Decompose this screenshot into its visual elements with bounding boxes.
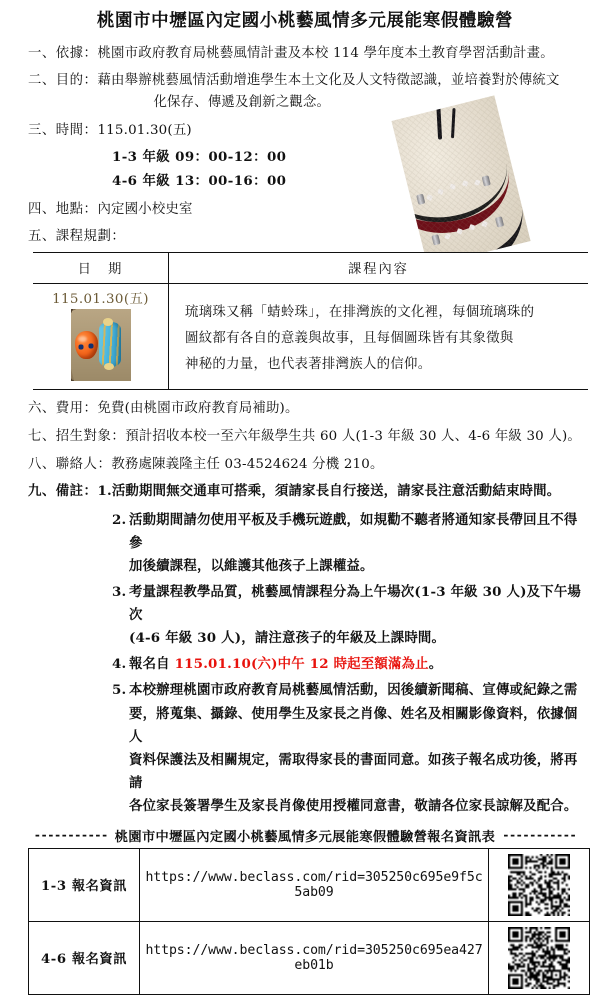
note-4-text [129, 653, 588, 676]
section-fee-marker: 六、費用： [28, 401, 98, 417]
note-4-line [129, 653, 588, 676]
section-fee-content: 免費(由桃園市政府教育局補助)。 [97, 401, 299, 417]
registration-heading [18, 826, 592, 845]
registration-table [28, 848, 590, 995]
registration-heading-text: 桃園市中壢區內定國小桃藝風情多元展能寒假體驗營報名資訊表 [114, 829, 496, 845]
notes-list [28, 509, 588, 818]
time-slot-grades-1-3: 1-3 年級 09：00-12：00 [112, 149, 287, 166]
blue-bead [99, 322, 121, 367]
section-contact [28, 454, 588, 476]
note-3 [112, 581, 588, 650]
note-2-text: 活動期間請勿使用平板及手機玩遊戲，如規勸不聽者將通知家長帶回且不得參 加後續課程，以維護其他孩子上課權益。 [129, 512, 578, 575]
note-4-number: 4. [112, 656, 127, 673]
registration-url-1-3[interactable]: https://www.beclass.com/rid=305250c695e9f5c5ab09 [140, 848, 489, 921]
time-slot-grades-4-6: 4-6 年級 13：00-16：00 [112, 173, 287, 190]
section-time-marker: 三、時間： [28, 122, 98, 138]
registration-row-grades-4-6 [29, 921, 590, 994]
note-4 [112, 653, 588, 676]
section-curriculum [28, 226, 588, 248]
note-1 [97, 481, 588, 503]
dashes-right: ----------- [502, 828, 577, 843]
note-1-number: 1. [97, 483, 112, 500]
section-enrollment-marker: 七、招生對象： [28, 429, 126, 445]
note-1-text: 活動期間無交通車可搭乘，須請家長自行接送，請家長注意活動結束時間。 [111, 483, 561, 500]
registration-label-4-6: 4-6 報名資訊 [29, 921, 140, 994]
note-3-number: 3. [112, 584, 127, 601]
registration-label-1-3: 1-3 報名資訊 [29, 848, 140, 921]
registration-table-wrapper [28, 848, 590, 995]
section-notes-first [97, 481, 588, 503]
document-page [0, 9, 610, 973]
section-basis [28, 43, 588, 65]
section-basis-content: 桃園市政府教育局桃藝風情計畫及本校 114 學年度本土教育學習活動計畫。 [97, 45, 554, 61]
section-basis-marker: 一、依據： [28, 45, 98, 61]
section-purpose [28, 70, 588, 113]
note-5-text: 本校辦理桃園市政府教育局桃藝風情活動，因後續新聞稿、宣傳或紀錄之需 要，將蒐集、攝錄、使用學生及家長之肖像、姓名及相關影像資料，依據個人 資料保護法及相關規定，需取得家長的書面同意。如孩子報名成功後，將再請 各位家長簽署學生及家長肖像使用授權同意書，敬請各位家長諒解及配合。 [129, 682, 578, 814]
course-cell-content [169, 284, 589, 390]
registration-row-grades-1-3 [29, 848, 590, 921]
course-content-text: 琉璃珠又稱「蜻蛉珠」，在排灣族的文化裡，每個琉璃珠的 圖紋都有各自的意義與故事，且每個圖珠皆有其象徵與 神秘的力量，也代表著排灣族人的信仰。 [185, 305, 535, 372]
section-enrollment-content: 預計招收本校一至六年級學生共 60 人(1-3 年級 30 人、4-6 年級 30 人)。 [125, 429, 581, 445]
registration-url-4-6[interactable]: https://www.beclass.com/rid=305250c695ea427eb01b [140, 921, 489, 994]
section-location [28, 199, 588, 221]
dashes-left: ----------- [33, 828, 108, 843]
qr-code-icon-1-3[interactable] [508, 854, 570, 916]
note-2-number: 2. [112, 512, 127, 529]
section-contact-marker: 八、聯絡人： [28, 456, 112, 472]
section-location-marker: 四、地點： [28, 201, 98, 217]
section-purpose-marker: 二、目的： [28, 73, 98, 89]
course-cell-date [33, 284, 169, 390]
section-location-content: 內定國小校史室 [97, 201, 193, 217]
orange-bead [75, 331, 98, 359]
section-notes [28, 481, 588, 503]
registration-qr-cell-1-3[interactable] [489, 848, 590, 921]
section-enrollment [28, 426, 588, 448]
course-date-cell-inner [33, 284, 168, 389]
section-time-content: 115.01.30(五) [97, 122, 192, 138]
note-5-number: 5. [112, 682, 127, 699]
registration-open-date: 115.01.10(六)中午 12 時起至額滿為止 [174, 656, 429, 673]
section-notes-marker: 九、備註： [28, 483, 98, 500]
document-body-lower [0, 398, 610, 817]
note-3-text: 考量課程教學品質，桃藝風情課程分為上午場次(1-3 年級 30 人)及下午場次 (4-6 年級 30 人)，請注意孩子的年級及上課時間。 [129, 584, 582, 647]
course-header-content: 課程內容 [169, 253, 589, 284]
section-fee [28, 398, 588, 420]
course-table-wrapper [33, 252, 588, 390]
section-contact-content: 教務處陳義隆主任 03-4524624 分機 210。 [111, 456, 384, 472]
note-5 [112, 679, 588, 817]
section-purpose-content: 藉由舉辦桃藝風情活動增進學生本土文化及人文特徵認識，並培養對於傳統文 化保存、傳遞及創新之觀念。 [97, 73, 560, 110]
course-date-text: 115.01.30(五) [52, 292, 149, 308]
section-curriculum-marker: 五、課程規劃： [28, 229, 126, 245]
course-table [33, 252, 588, 390]
course-header-date: 日 期 [33, 253, 169, 284]
document-body [0, 43, 610, 249]
qr-code-icon-4-6[interactable] [508, 927, 570, 989]
section-time [28, 120, 588, 142]
glass-bead-photo [71, 309, 131, 381]
course-table-row [33, 284, 588, 390]
note-4-suffix: 。 [428, 656, 443, 673]
course-table-header-row [33, 253, 588, 284]
note-4-prefix: 報名自 [129, 656, 175, 673]
page-title: 桃園市中壢區內定國小桃藝風情多元展能寒假體驗營 [96, 11, 514, 31]
registration-qr-cell-4-6[interactable] [489, 921, 590, 994]
note-2 [112, 509, 588, 578]
